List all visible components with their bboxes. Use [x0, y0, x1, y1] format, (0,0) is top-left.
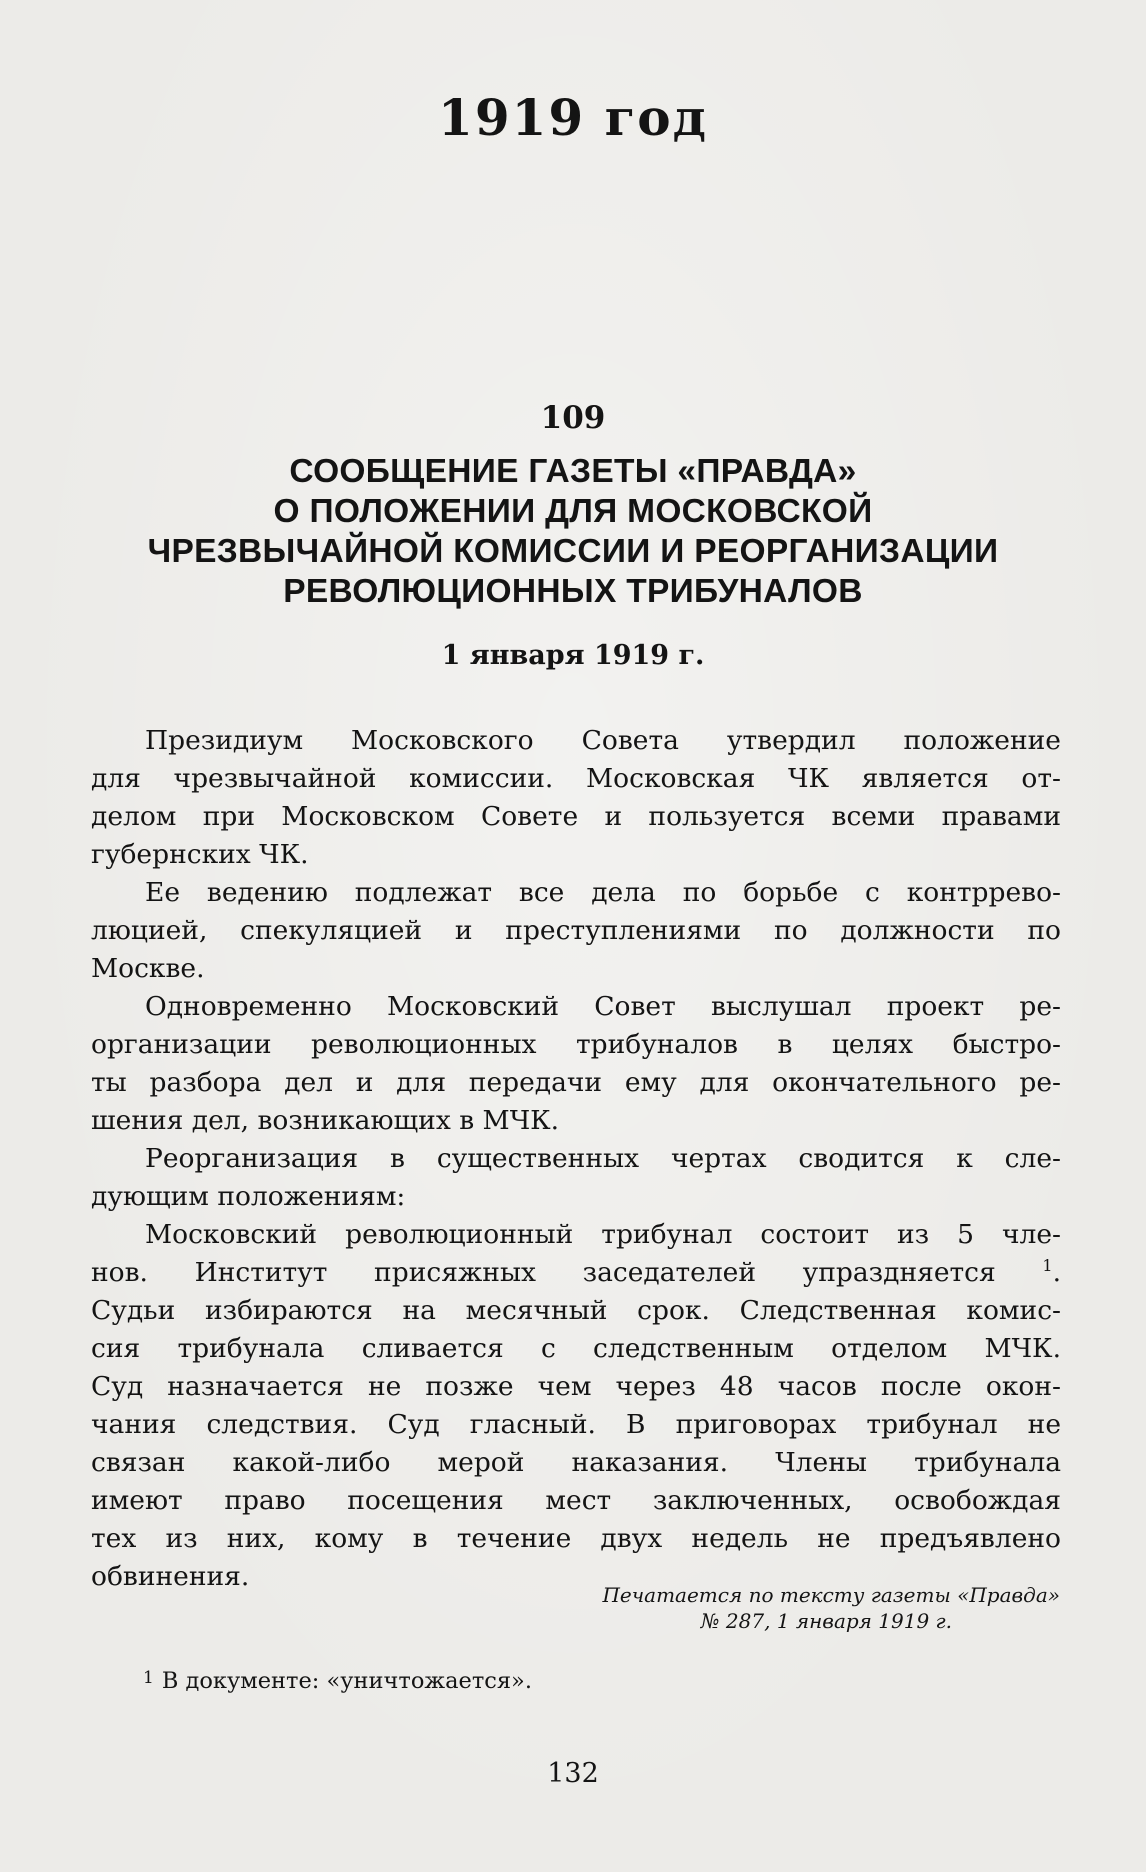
text-line: Ее ведению подлежат все дела по борьбе с контррево- [145, 877, 1061, 908]
title-line: О ПОЛОЖЕНИИ ДЛЯ МОСКОВСКОЙ [273, 493, 873, 530]
text-line: обвинения. [91, 1561, 250, 1592]
source-line: № 287, 1 января 1919 г. [700, 1609, 952, 1633]
text-line: тех из них, кому в течение двух недель не предъявлено [91, 1523, 1061, 1554]
text-line: делом при Московском Совете и пользуется всеми правами [91, 801, 1061, 832]
text-line: организации революционных трибуналов в целях быстро- [91, 1029, 1061, 1060]
text-line: ты разбора дел и для передачи ему для окончательного ре- [91, 1067, 1061, 1098]
footnote-text: В документе: «уничтожается». [161, 1668, 532, 1694]
page-number: 132 [547, 1758, 599, 1789]
footnote-mark: 1 [143, 1668, 154, 1688]
title-line: СООБЩЕНИЕ ГАЗЕТЫ «ПРАВДА» [289, 453, 857, 490]
text-line: Московский революционный трибунал состоит из 5 чле- [145, 1219, 1061, 1250]
document-number: 109 [540, 400, 606, 436]
text-line: чания следствия. Суд гласный. В приговорах трибунал не [91, 1409, 1061, 1440]
footnote-reference: 1 [1042, 1256, 1053, 1275]
source-note [602, 1582, 1060, 1634]
text-line: Суд назначается не позже чем через 48 часов после окон- [91, 1371, 1061, 1402]
text-line-with-footnote: нов. Институт присяжных заседателей упраздняется $^1$. [91, 1256, 1061, 1288]
text-line: связан какой-либо мерой наказания. Члены трибунала [91, 1447, 1061, 1478]
text-line: люцией, спекуляцией и преступлениями по должности по [91, 915, 1061, 946]
text-line: для чрезвычайной комиссии. Московская ЧК является от- [91, 763, 1061, 794]
text-line: сия трибунала сливается с следственным отделом МЧК. [91, 1333, 1061, 1364]
source-line: Печатается по тексту газеты «Правда» [602, 1583, 1060, 1607]
footnote [143, 1668, 532, 1694]
document-date: 1 января 1919 г. [441, 640, 705, 671]
title-line: ЧРЕЗВЫЧАЙНОЙ КОМИССИИ И РЕОРГАНИЗАЦИИ [147, 533, 999, 570]
text-line: дующим положениям: [91, 1181, 406, 1212]
body-text [91, 722, 1061, 1596]
text-line: Москве. [91, 953, 205, 984]
text-line: шения дел, возникающих в МЧК. [91, 1105, 560, 1136]
title-line: РЕВОЛЮЦИОННЫХ ТРИБУНАЛОВ [283, 573, 863, 610]
text-line: Одновременно Московский Совет выслушал проект ре- [145, 991, 1061, 1022]
document-title [60, 452, 1086, 612]
year-heading: 1919 год [438, 88, 708, 147]
text-line: Судьи избираются на месячный срок. Следственная комис- [91, 1295, 1061, 1326]
text-line: нов. Институт присяжных заседателей упраздняется [91, 1257, 996, 1288]
text-line: Реорганизация в существенных чертах сводится к сле- [145, 1143, 1061, 1174]
text-line: губернских ЧК. [91, 839, 309, 870]
text-line: имеют право посещения мест заключенных, освобождая [91, 1485, 1061, 1516]
text-line: Президиум Московского Совета утвердил положение [145, 725, 1061, 756]
